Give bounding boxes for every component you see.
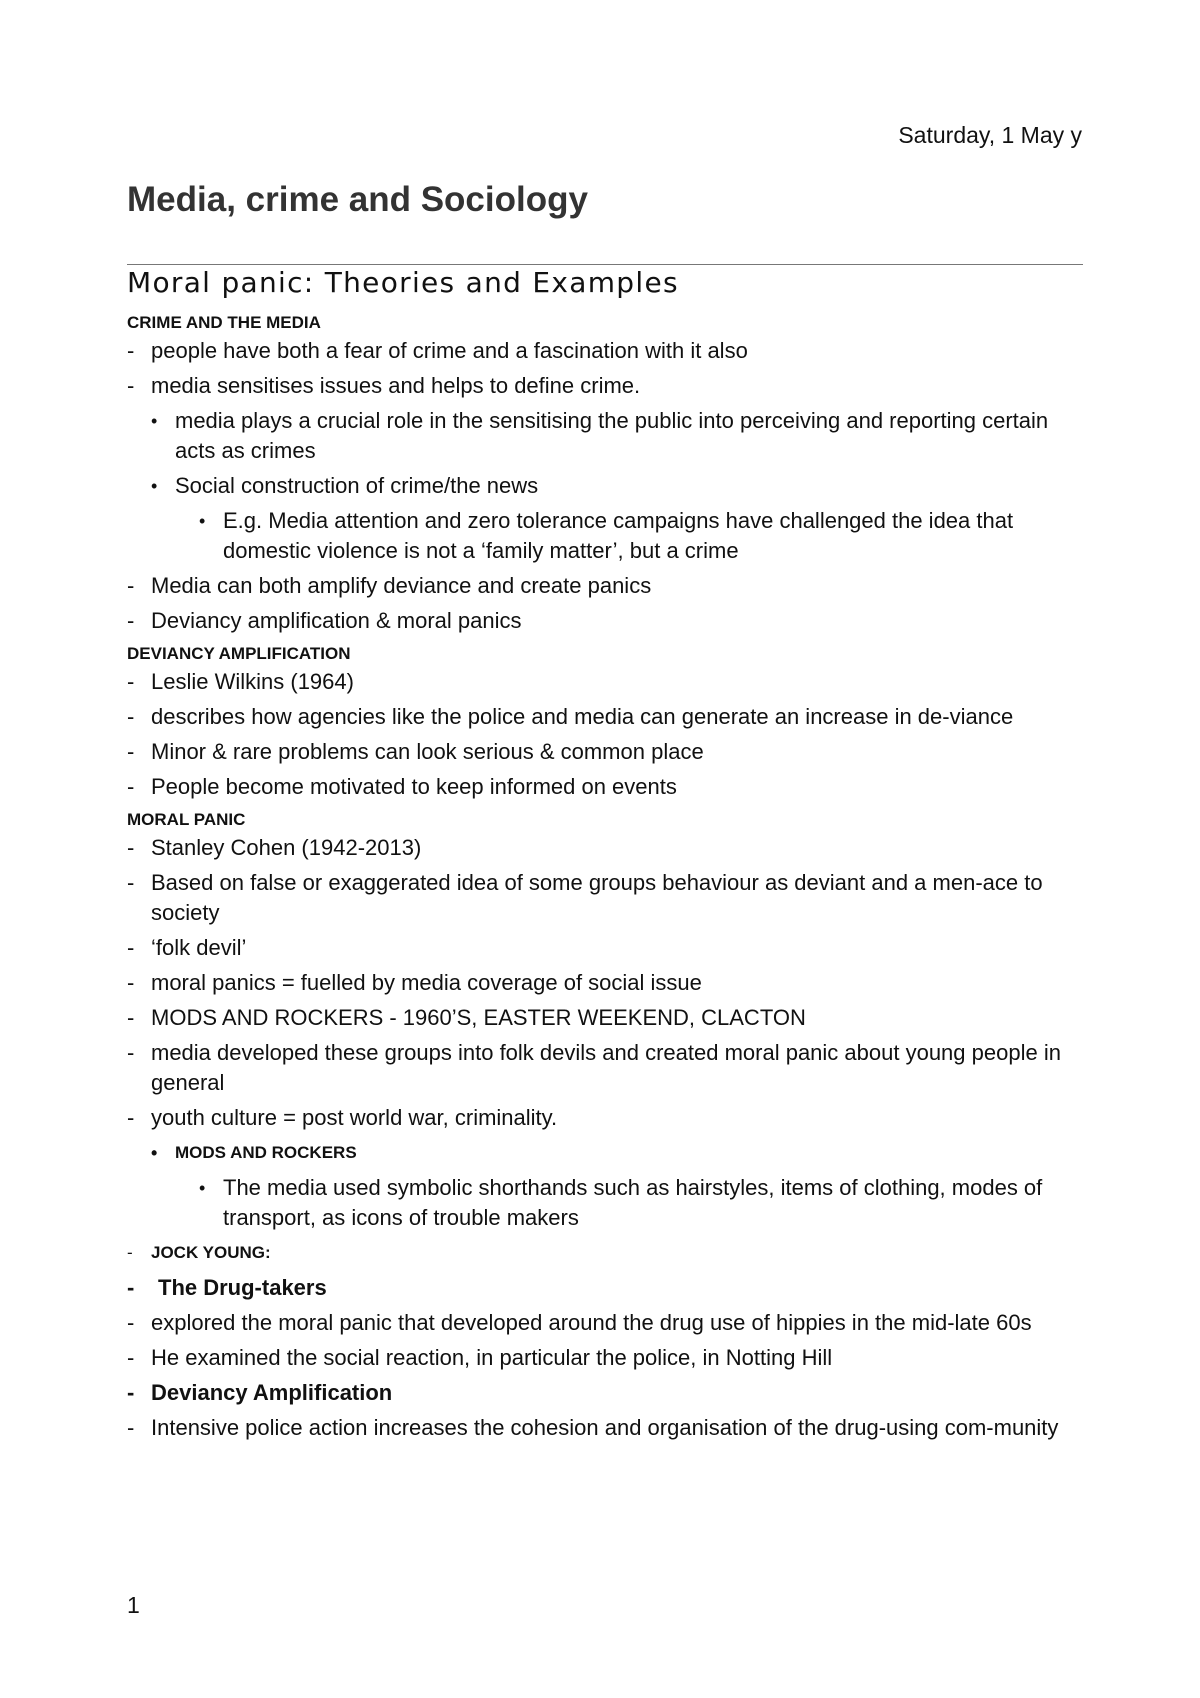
dash-marker: - [127, 573, 135, 598]
dash-marker: - [127, 1275, 135, 1300]
list-item: - moral panics = fuelled by media coverage of social issue [127, 968, 1087, 998]
dash-marker: - [127, 739, 135, 764]
section-heading-deviancy: DEVIANCY AMPLIFICATION [127, 644, 351, 663]
dash-marker: - [127, 1105, 135, 1130]
dash-marker: - [127, 338, 135, 363]
dash-marker: - [127, 1040, 135, 1065]
list-item: - Deviancy amplification & moral panics [127, 606, 1087, 636]
list-item: • MODS AND ROCKERS [127, 1138, 1087, 1168]
list-item: - Stanley Cohen (1942-2013) [127, 833, 1087, 863]
list-item: - describes how agencies like the police and media can generate an increase in de-viance [127, 702, 1087, 732]
bullet-marker: • [151, 1143, 158, 1163]
dash-marker: - [127, 1310, 135, 1335]
list-item: - Media can both amplify deviance and create panics [127, 571, 1087, 601]
dash-marker: - [127, 774, 135, 799]
list-item: - people have both a fear of crime and a fascination with it also [127, 336, 1087, 366]
dash-marker: - [127, 373, 135, 398]
list-item: - Deviancy Amplification [127, 1378, 1087, 1408]
dash-marker: - [127, 970, 135, 995]
document-date: Saturday, 1 May y [898, 122, 1082, 148]
list-item: - media developed these groups into folk devils and created moral panic about young people in general [127, 1040, 1061, 1095]
list-item: - ‘folk devil’ [127, 933, 1087, 963]
dash-marker: - [127, 835, 135, 860]
list-item: • E.g. Media attention and zero tolerance campaigns have challenged the idea that domestic violence is not a ‘family matter’, but a crime [199, 508, 1014, 563]
dash-marker: - [127, 669, 135, 694]
dash-marker: - [127, 935, 135, 960]
bullet-marker: • [199, 511, 206, 531]
list-item: - media sensitises issues and helps to define crime. [127, 371, 1087, 401]
section-heading-moral-panic: MORAL PANIC [127, 810, 246, 829]
dash-marker: - [127, 1380, 135, 1405]
list-item: • The media used symbolic shorthands such as hairstyles, items of clothing, modes of transport, as icons of trouble makers [199, 1175, 1043, 1230]
list-item: • Social construction of crime/the news [127, 471, 1087, 501]
bullet-marker: • [151, 476, 158, 496]
title-divider [127, 264, 1083, 265]
list-item: - Minor & rare problems can look serious & common place [127, 737, 1087, 767]
dash-marker: - [127, 1345, 135, 1370]
notes-body [127, 310, 1087, 1448]
list-item: - Based on false or exaggerated idea of some groups behaviour as deviant and a men-ace to society [127, 870, 1043, 925]
dash-marker: - [127, 870, 135, 895]
section-subtitle: Moral panic: Theories and Examples [127, 266, 679, 299]
dash-marker: - [127, 1243, 133, 1262]
list-item: - MODS AND ROCKERS - 1960’S, EASTER WEEKEND, CLACTON [127, 1003, 1087, 1033]
dash-marker: - [127, 1005, 135, 1030]
list-item: - Intensive police action increases the cohesion and organisation of the drug-using com-munity [127, 1413, 1087, 1443]
list-item: - People become motivated to keep informed on events [127, 772, 1087, 802]
bullet-marker: • [199, 1178, 206, 1198]
list-item: - The Drug-takers [127, 1273, 1087, 1303]
list-item: - Leslie Wilkins (1964) [127, 667, 1087, 697]
dash-marker: - [127, 704, 135, 729]
list-item: - He examined the social reaction, in particular the police, in Notting Hill [127, 1343, 1087, 1373]
list-item: - explored the moral panic that developed around the drug use of hippies in the mid-late 60s [127, 1308, 1087, 1338]
document-title: Media, crime and Sociology [127, 180, 588, 219]
dash-marker: - [127, 1415, 135, 1440]
page-number: 1 [127, 1592, 140, 1618]
list-item: • media plays a crucial role in the sensitising the public into perceiving and reporting certain acts as crimes [151, 408, 1049, 463]
list-item: - youth culture = post world war, criminality. [127, 1103, 1087, 1133]
dash-marker: - [127, 608, 135, 633]
section-heading-crime-media: CRIME AND THE MEDIA [127, 313, 321, 332]
bullet-marker: • [151, 411, 158, 431]
list-item: - JOCK YOUNG: [127, 1238, 1087, 1268]
